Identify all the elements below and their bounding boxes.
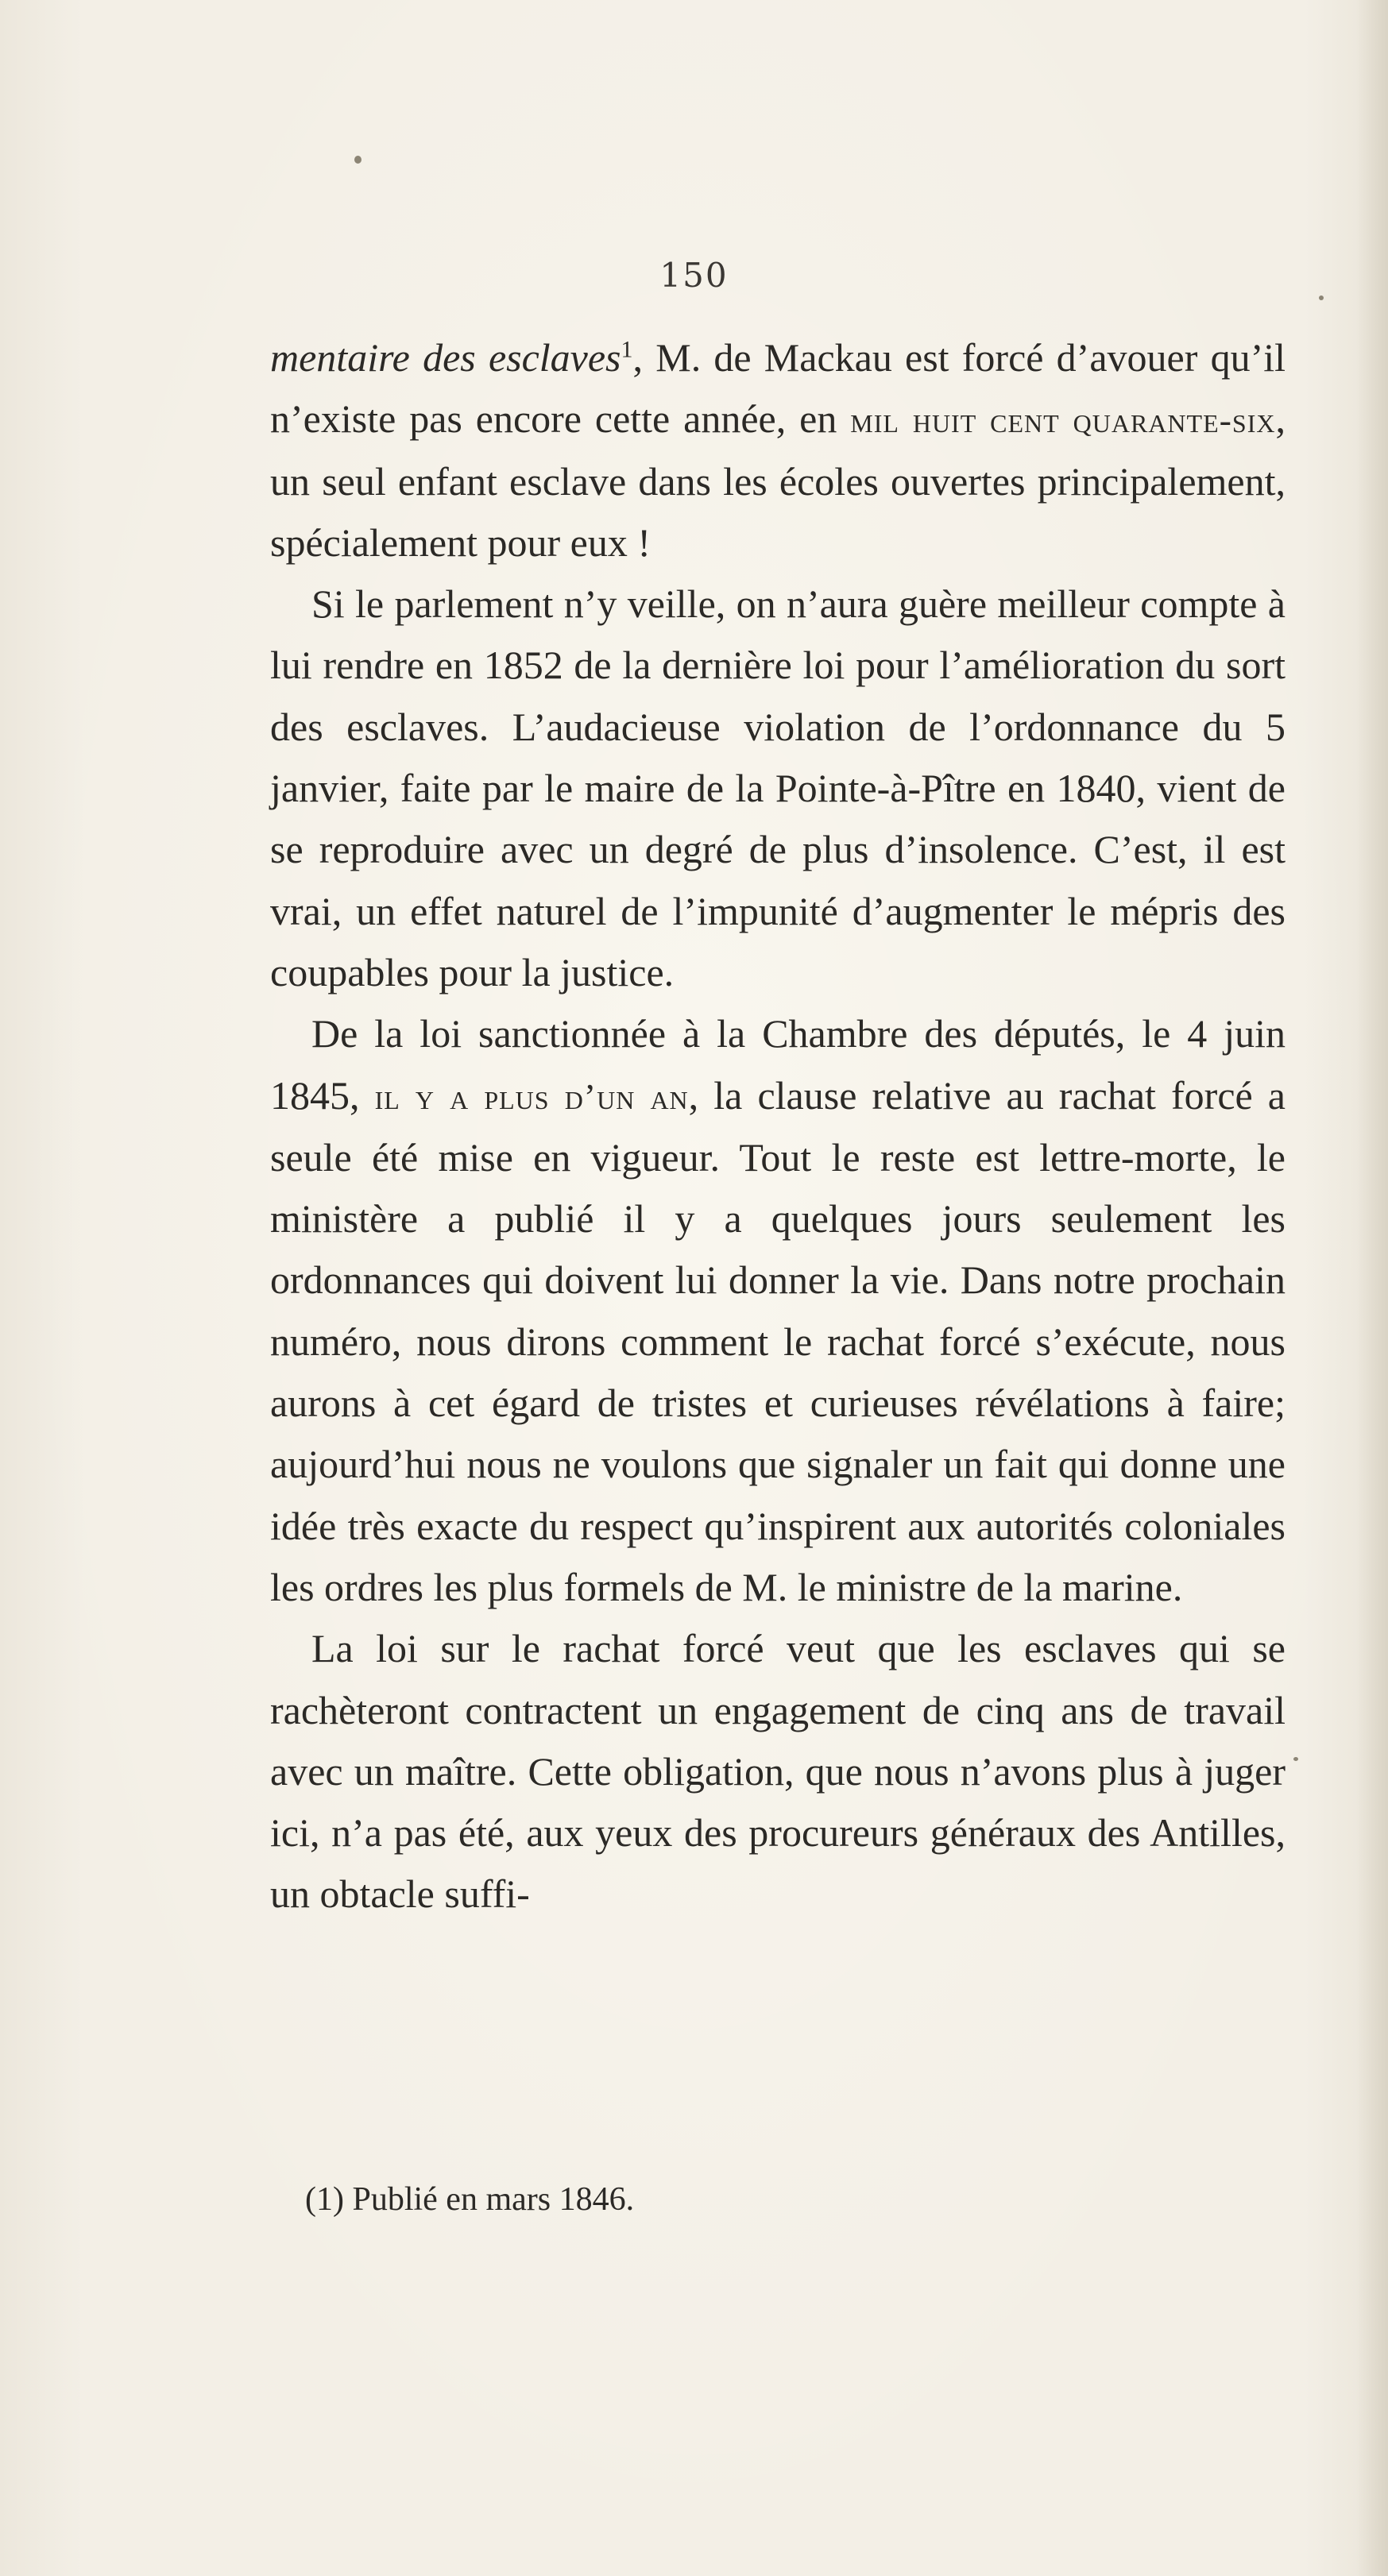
body-text [270,327,1286,1925]
paragraph [270,1003,1286,1618]
text-segment: De la loi sanctionnée à la Chambre des députés, le 4 juin 1845, [270,1011,1286,1118]
paragraph [270,1618,1286,1925]
small-caps-text: il y a plus d’un an [374,1076,689,1117]
footnote-marker: 1 [621,336,633,363]
text-segment: , un seul enfant esclave dans les écoles ouvertes principalement, spécialement pour eux ! [270,396,1286,565]
page-gutter-shadow [1356,0,1388,2576]
paper-speck [1293,1757,1298,1761]
text-segment: , M. de Mackau est forcé d’avouer qu’il n’existe pas encore cette année, en [270,335,1286,442]
paper-speck [1319,295,1324,300]
paragraph [270,327,1286,574]
small-caps-text: mil huit cent quarante-six [850,400,1276,441]
text-segment: La loi sur le rachat forcé veut que les esclaves qui se rachèteront contractent un engagement de cinq ans de travail avec un maître. Cette obligation, que nous n’avons plus à juger ici, n’a pas été, aux yeux des procureurs généraux des Antilles, un obtacle suffi- [270,1626,1286,1917]
paragraph [270,574,1286,1003]
paper-speck [354,156,361,164]
footnote: (1) Publié en mars 1846. [305,2181,635,2218]
text-segment: , la clause relative au rachat forcé a seule été mise en vigueur. Tout le reste est lettre-morte, le ministère a publié il y a quelques jours seulement les ordonnances qui doivent lui donner la vie. Dans notre prochain numéro, nous dirons comment le rachat forcé s’exécute, nous aurons à cet égard de tristes et curieuses révélations à faire; aujourd’hui nous ne voulons que signaler un fait qui donne une idée très exacte du respect qu’inspirent aux autorités coloniales les ordres les plus formels de M. le ministre de la marine. [270,1072,1286,1609]
italic-text: mentaire des esclaves [270,335,621,380]
text-segment: Si le parlement n’y veille, on n’aura guère meilleur compte à lui rendre en 1852 de la dernière loi pour l’amélioration du sort des esclaves. L’audacieuse violation de l’ordonnance du 5 janvier, faite par le maire de la Pointe-à-Pître en 1840, vient de se reproduire avec un degré de plus d’insolence. C’est, il est vrai, un effet naturel de l’impunité d’augmenter le mépris des coupables pour la justice. [270,581,1286,994]
page-number: 150 [659,256,729,295]
